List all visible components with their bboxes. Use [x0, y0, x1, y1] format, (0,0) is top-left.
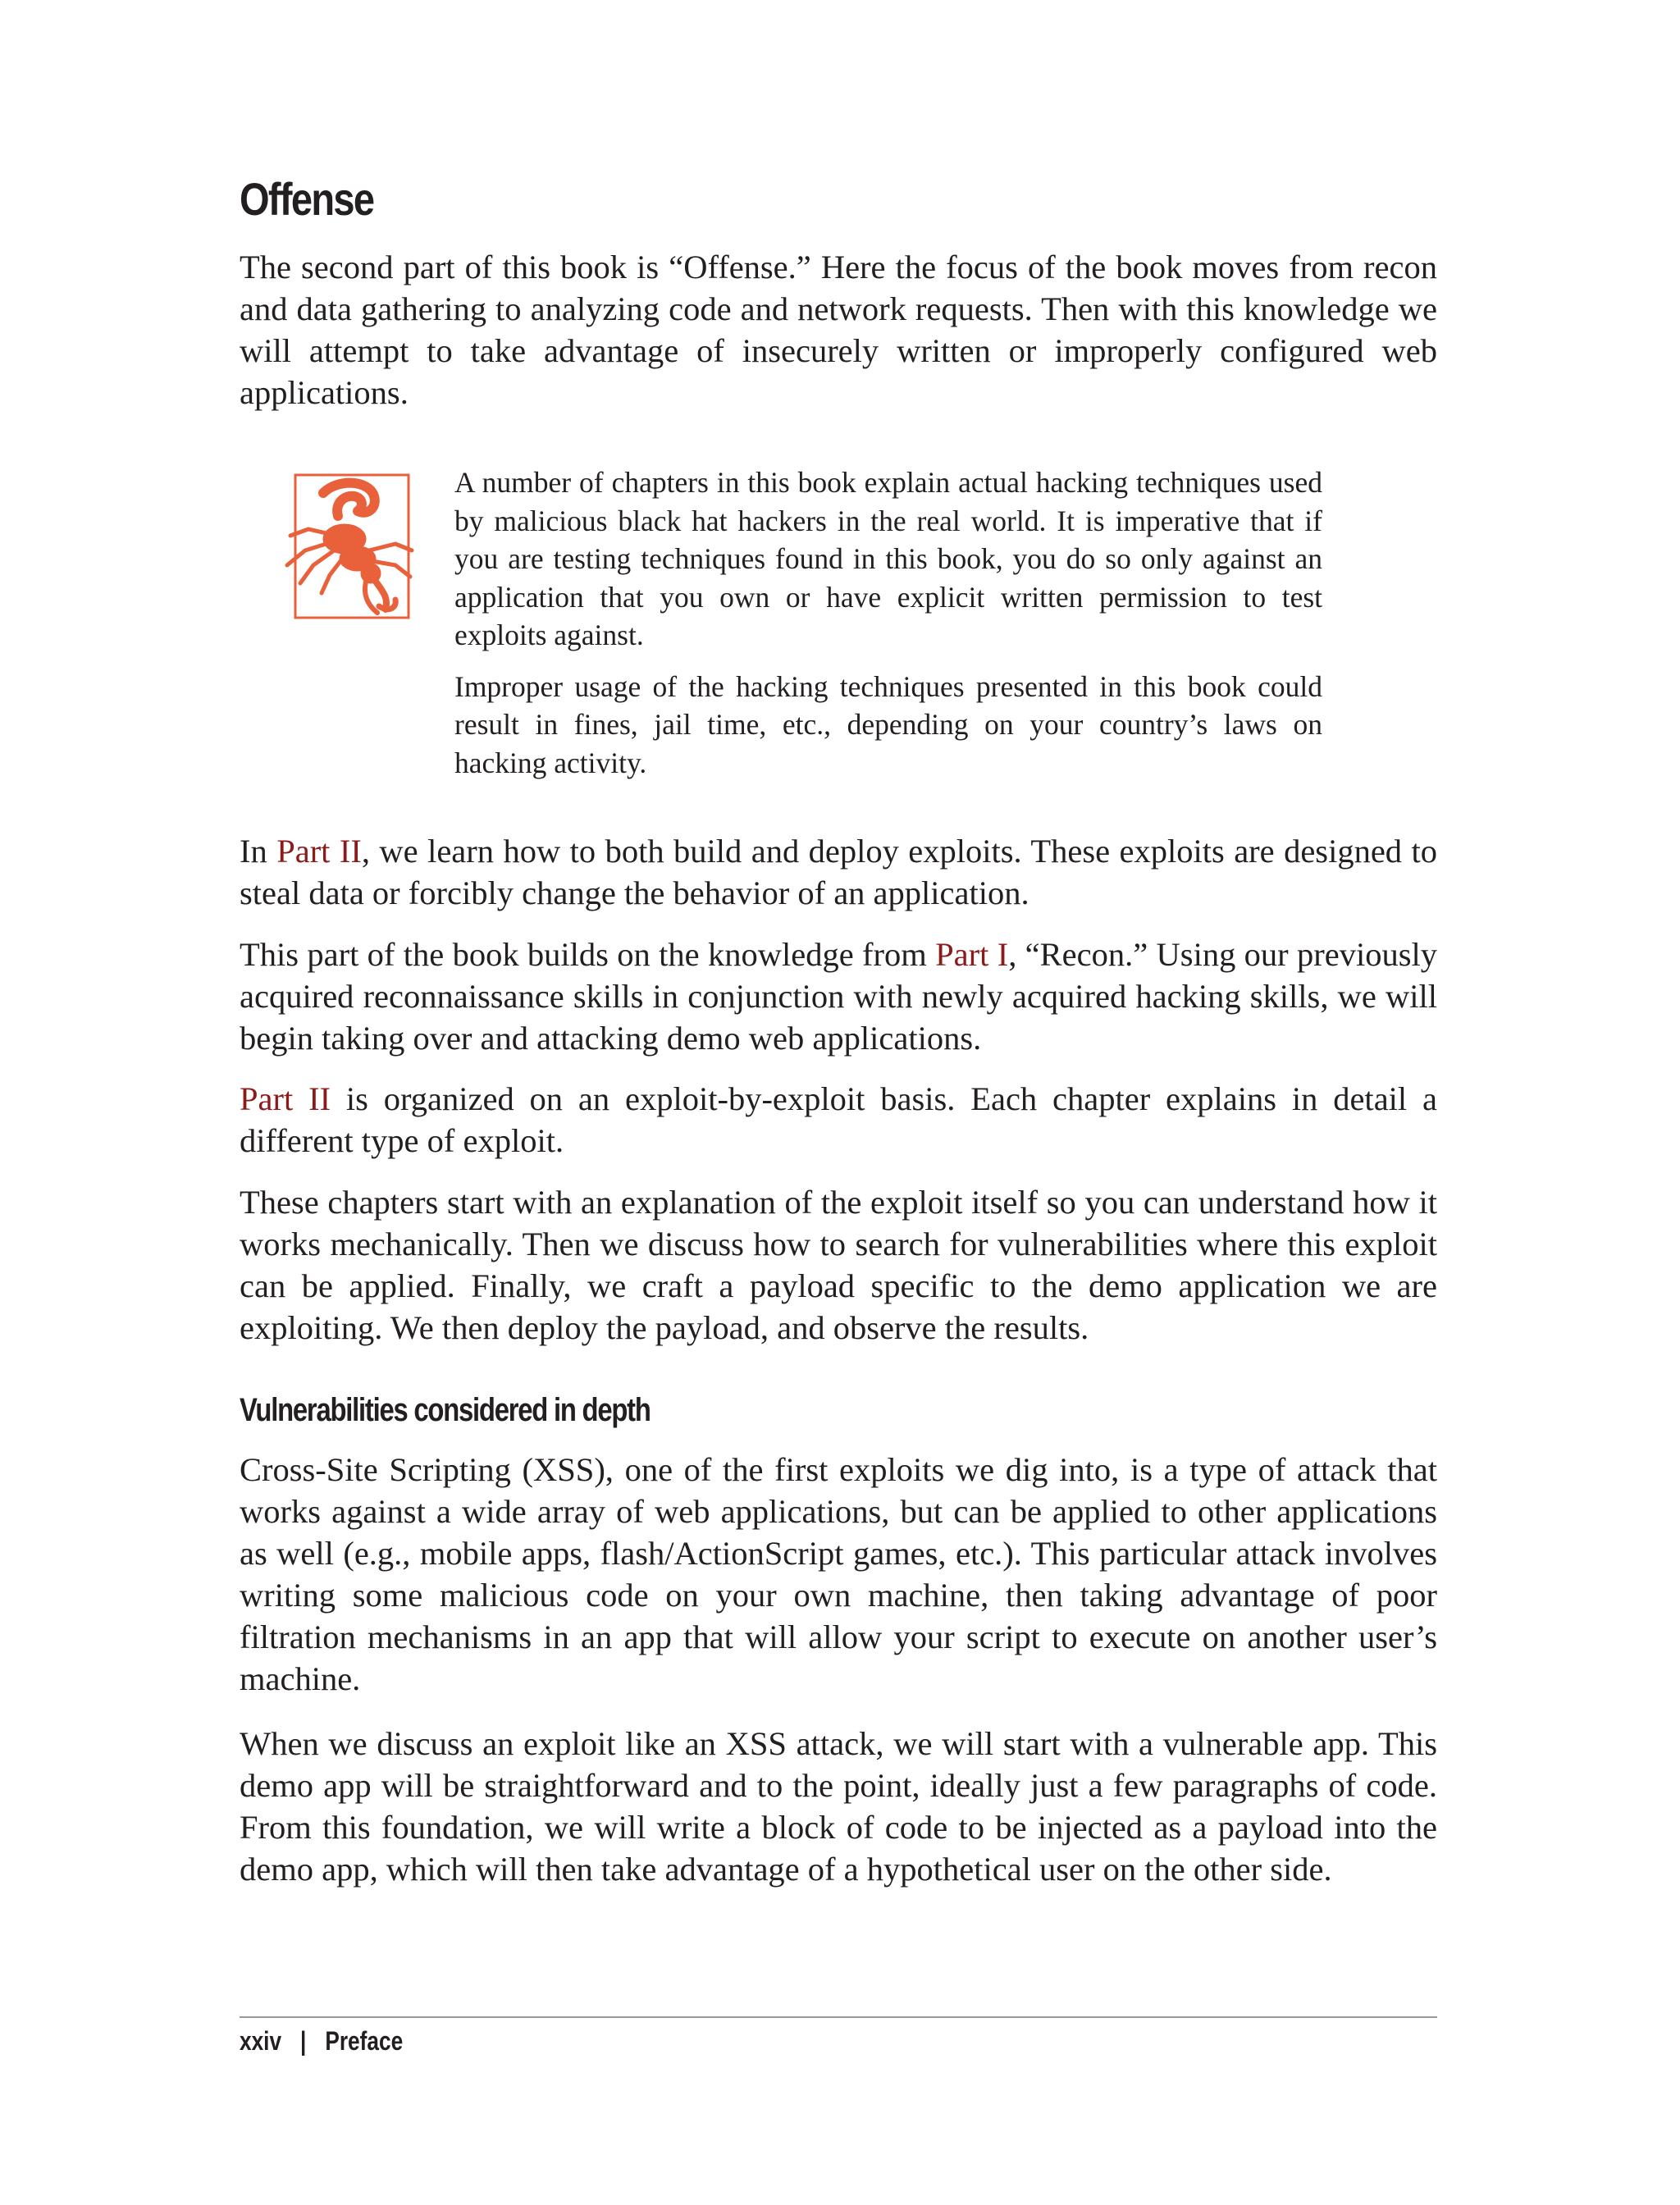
- text-run: This part of the book builds on the knowledge from: [240, 936, 936, 973]
- organized-paragraph: [240, 1078, 1437, 1162]
- text-run: In: [240, 833, 277, 870]
- page-footer: [240, 2026, 403, 2057]
- xss-paragraph: Cross-Site Scripting (XSS), one of the first exploits we dig into, is a type of attack that works against a wide array of web applications, but can be applied to other applications as well (e.g., mobile apps, flash/ActionScript games, etc.). This particular attack involves writing some malicious code on your own machine, then taking advantage of poor filtration mechanisms in an app that will allow your script to execute on another user’s machine.: [240, 1451, 1437, 1697]
- part-ii-link[interactable]: Part II: [240, 1080, 331, 1117]
- text-run: is organized on an exploit-by-exploit basis. Each chapter explains in detail a different type of exploit.: [240, 1080, 1437, 1159]
- footer-separator: |: [300, 2026, 307, 2056]
- text-run: , “Recon.” Using our previously acquired reconnaissance skills in conjunction with newly acquired hacking skills, we will begin taking over and attacking demo web applications.: [240, 936, 1437, 1057]
- chapters-paragraph: These chapters start with an explanation of the exploit itself so you can understand how it works mechanically. Then we discuss how to search for vulnerabilities where this exploit can be applied. Finally, we craft a payload specific to the demo application we are exploiting. We then deploy the payload, and observe the results.: [240, 1184, 1437, 1346]
- part-i-link[interactable]: Part I: [935, 936, 1009, 973]
- section-heading: Offense: [240, 173, 374, 225]
- subsection-heading: Vulnerabilities considered in depth: [240, 1392, 651, 1428]
- warning-box: [240, 463, 1437, 792]
- footer-section: Preface: [325, 2026, 404, 2056]
- warning-paragraph: A number of chapters in this book explain actual hacking techniques used by malicious black hat hackers in the real world. It is imperative that if you are testing techniques found in this book, you do so only against an application that you own or have explicit written permission to test exploits against.: [454, 466, 1322, 651]
- footer-divider: [240, 2016, 1437, 2018]
- warning-text: [454, 463, 1322, 795]
- builds-paragraph: [240, 934, 1437, 1059]
- part2-paragraph: [240, 830, 1437, 914]
- warning-paragraph: Improper usage of the hacking techniques presented in this book could result in fines, jail time, etc., depending on your country’s laws on hacking activity.: [454, 669, 1322, 779]
- discuss-paragraph: When we discuss an exploit like an XSS attack, we will start with a vulnerable app. This demo app will be straightforward and to the point, ideally just a few paragraphs of code. From this foundation, we will write a block of code to be injected as a payload into the demo app, which will then take advantage of a hypothetical user on the other side.: [240, 1725, 1437, 1888]
- scorpion-icon: [272, 468, 420, 624]
- text-run: , we learn how to both build and deploy exploits. These exploits are designed to steal data or forcibly change the behavior of an application.: [240, 833, 1437, 911]
- intro-paragraph: The second part of this book is “Offense.” Here the focus of the book moves from recon and data gathering to analyzing code and network requests. Then with this knowledge we will attempt to take advantage of insecurely written or improperly configured web applications.: [240, 249, 1437, 411]
- page-number: xxiv: [240, 2026, 282, 2056]
- part-ii-link[interactable]: Part II: [276, 833, 362, 870]
